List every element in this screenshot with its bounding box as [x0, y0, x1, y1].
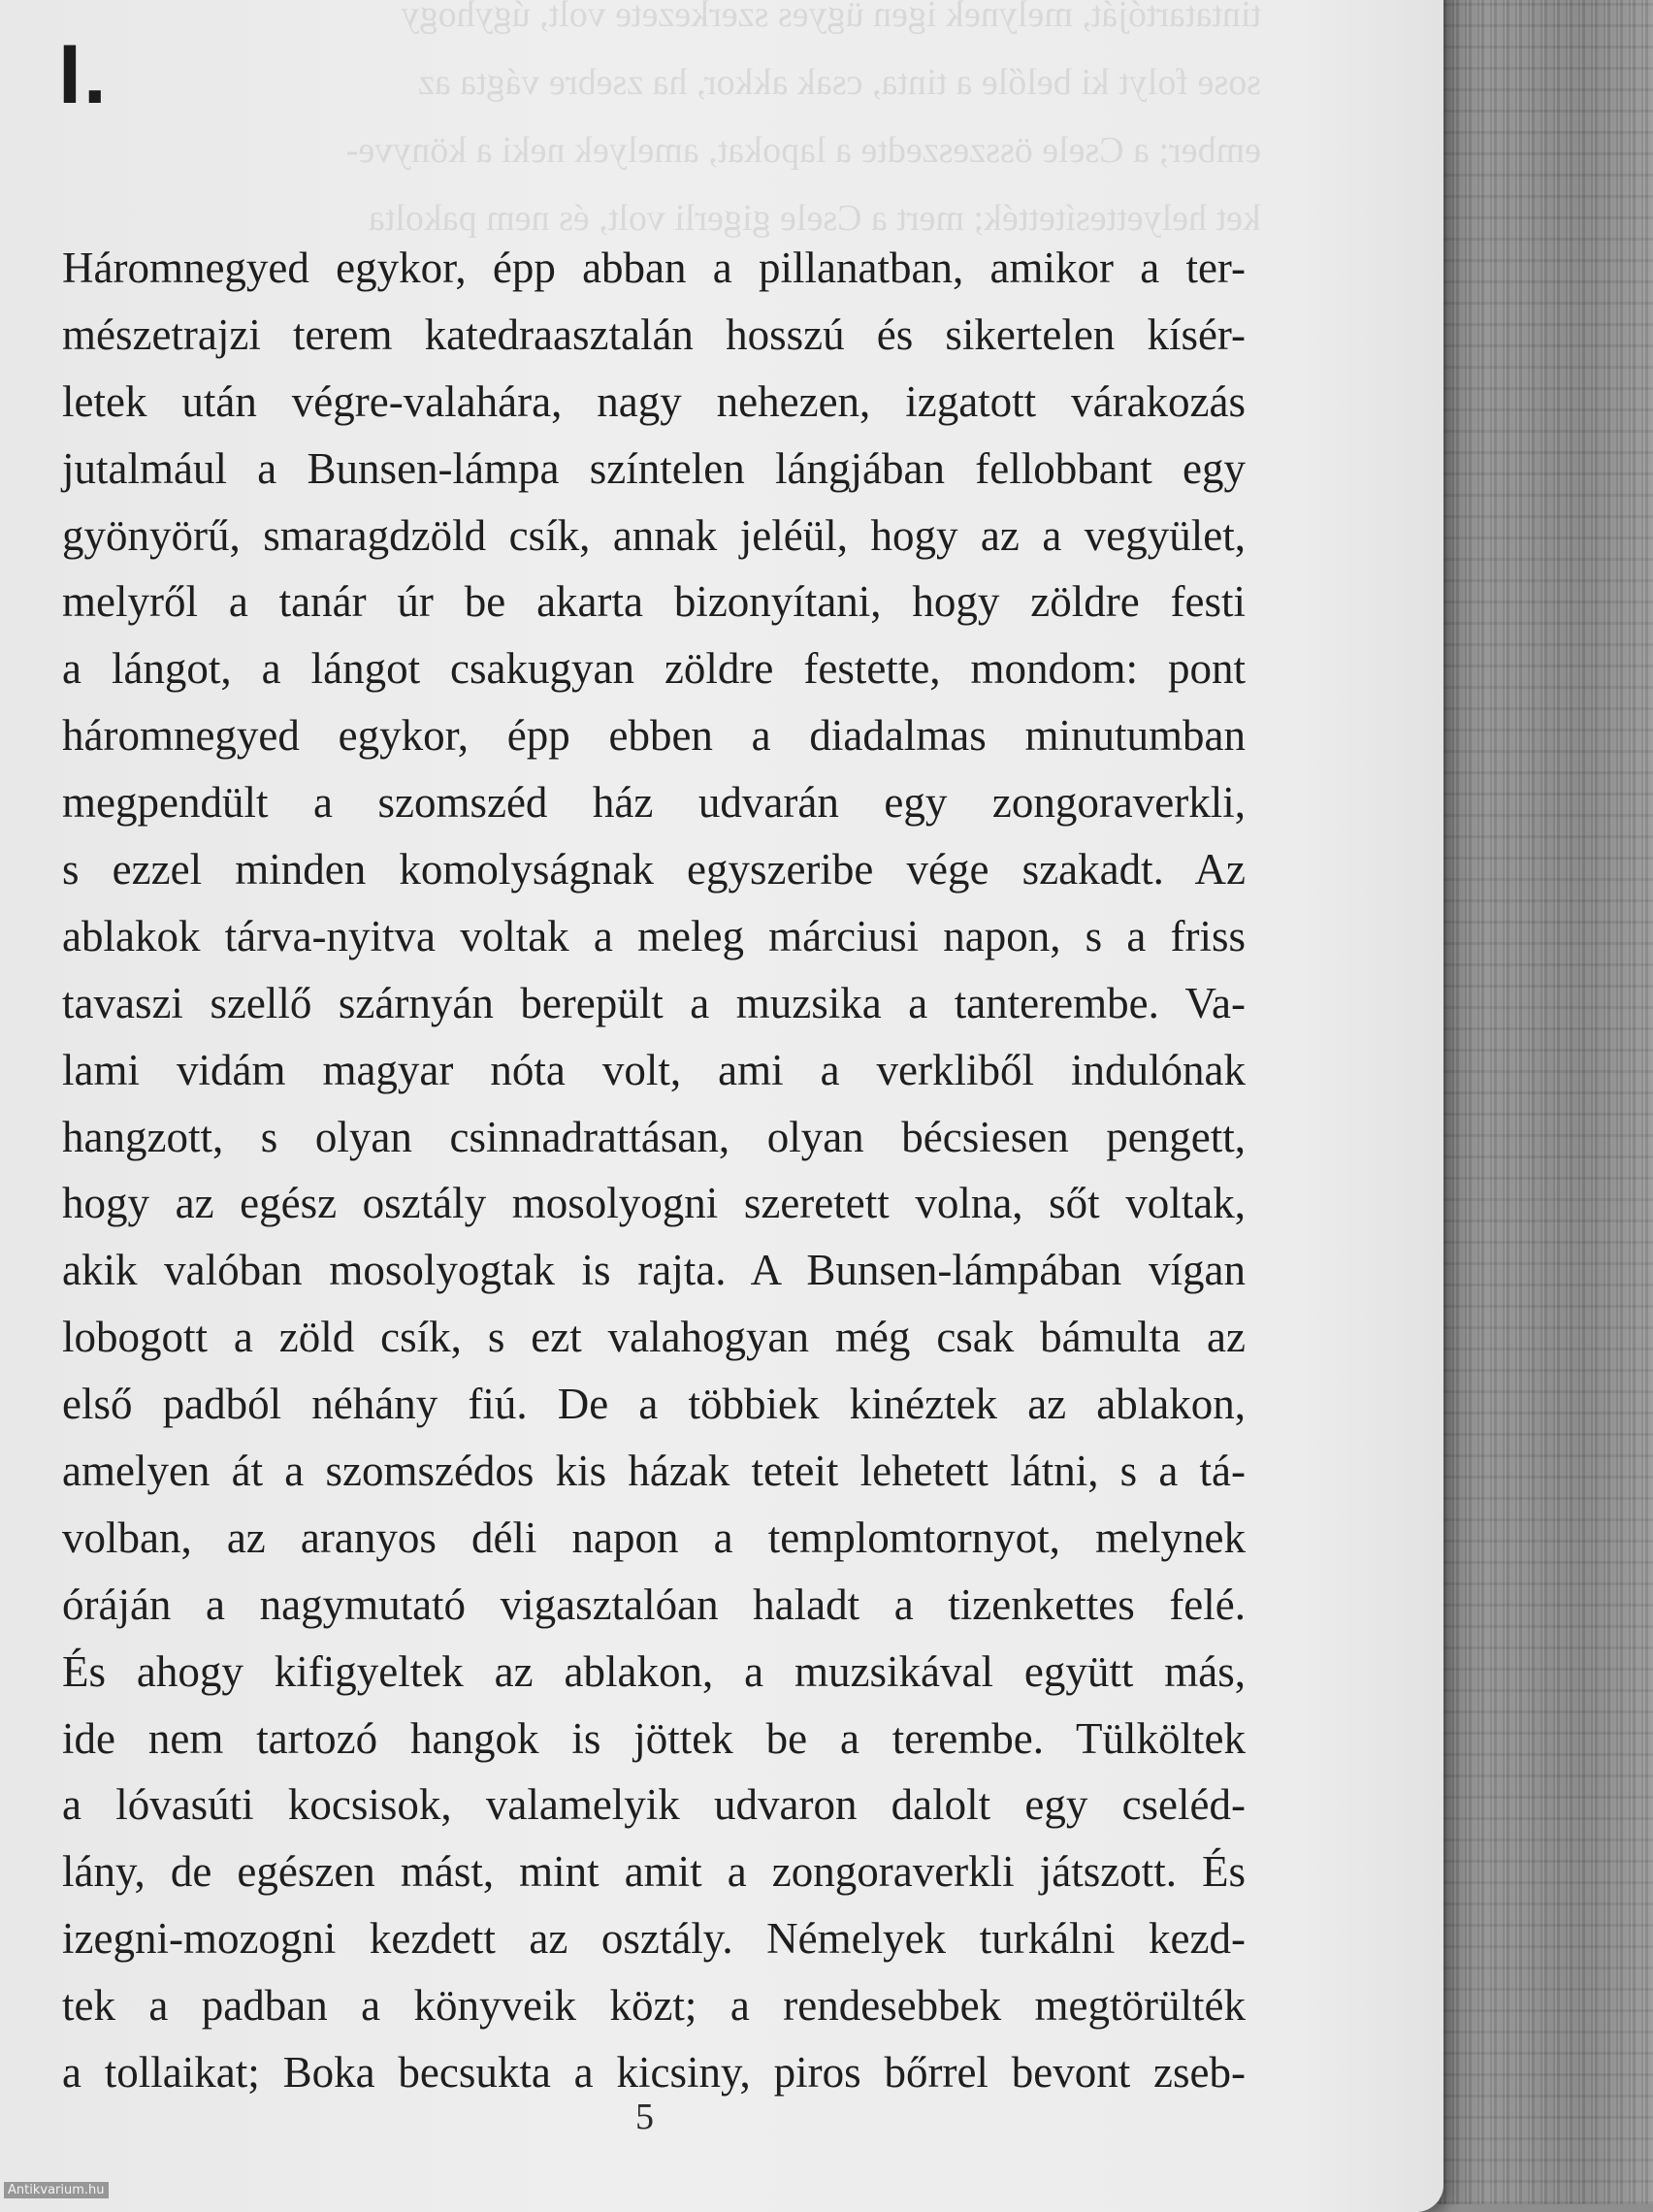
text-line: Háromnegyed egykor, épp abban a pillanatban, amikor a ter- — [62, 244, 1246, 292]
text-line: gyönyörű, smaragdzöld csík, annak jeléül, hogy az a vegyület, — [62, 510, 1246, 560]
text-line: hangzott, s olyan csinnadrattásan, olyan bécsiesen pengett, — [62, 1112, 1246, 1161]
page-number: 5 — [635, 2097, 654, 2137]
chapter-heading: I. — [58, 28, 109, 121]
text-line: ide nem tartozó hangok is jöttek be a terembe. Tülköltek — [62, 1713, 1246, 1763]
text-line: akik valóban mosolyogtak is rajta. A Bunsen-lámpában vígan — [62, 1246, 1246, 1295]
show-through-line: ket helyettesítették; mert a Csele gigerli volt, és nem pakolta — [368, 198, 1261, 239]
text-line: mészetrajzi terem katedraasztalán hosszú és sikertelen kísér- — [62, 309, 1246, 359]
text-line: első padból néhány fiú. De a többiek kinéztek az ablakon, — [62, 1380, 1246, 1429]
text-line: lobogott a zöld csík, s ezt valahogyan még csak bámulta az — [62, 1313, 1246, 1362]
text-line: amelyen át a szomszédos kis házak teteit lehetett látni, s a tá- — [62, 1447, 1246, 1496]
watermark: Antikvarium.hu — [4, 2182, 109, 2198]
text-line: a lángot, a lángot csakugyan zöldre festette, mondom: pont — [62, 644, 1246, 694]
text-line: óráján a nagymutató vigasztalóan haladt a tizenkettes felé. — [62, 1579, 1246, 1629]
show-through-line: ember; a Csele összeszedte a lapokat, amelyek neki a könyve- — [345, 130, 1261, 171]
show-through-text — [345, 0, 1261, 239]
wood-surface — [1416, 0, 1653, 2204]
text-line: tavaszi szellő szárnyán berepült a muzsika a tanterembe. Va- — [62, 978, 1246, 1027]
body-text — [62, 235, 1246, 2106]
text-line: megpendült a szomszéd ház udvarán egy zongoraverkli, — [62, 778, 1246, 828]
show-through-line: sose folyt ki belőle a tinta, csak akkor, ha zsebre vágta az — [418, 62, 1261, 103]
text-line: lány, de egészen mást, mint amit a zongoraverkli játszott. És — [62, 1847, 1246, 1897]
text-line: lami vidám magyar nóta volt, ami a verkliből indulónak — [62, 1045, 1246, 1094]
text-line: És ahogy kifigyeltek az ablakon, a muzsikával együtt más, — [62, 1646, 1246, 1696]
text-line: s ezzel minden komolyságnak egyszeribe vége szakadt. Az — [62, 845, 1246, 895]
text-line: volban, az aranyos déli napon a templomtornyot, melynek — [62, 1513, 1246, 1562]
show-through-line: tintatartóját, melynek igen ügyes szerkezete volt, úgyhogy — [401, 0, 1261, 35]
text-line: ablakok tárva-nyitva voltak a meleg márciusi napon, s a friss — [62, 911, 1246, 960]
text-line: a lóvasúti kocsisok, valamelyik udvaron dalolt egy cseléd- — [62, 1780, 1246, 1830]
text-line: letek után végre-valahára, nagy nehezen, izgatott várakozás — [62, 376, 1246, 426]
text-line: háromnegyed egykor, épp ebben a diadalmas minutumban — [62, 711, 1246, 761]
text-line: melyről a tanár úr be akarta bizonyítani, hogy zöldre festi — [62, 577, 1246, 627]
text-line: izegni-mozogni kezdett az osztály. Némelyek turkálni kezd- — [62, 1914, 1246, 1964]
text-line: hogy az egész osztály mosolyogni szeretett volna, sőt voltak, — [62, 1179, 1246, 1228]
text-line: a tollaikat; Boka becsukta a kicsiny, piros bőrrel bevont zseb- — [62, 2048, 1246, 2098]
text-line: jutalmául a Bunsen-lámpa színtelen lángjában fellobbant egy — [62, 443, 1246, 493]
text-line: tek a padban a könyveik közt; a rendesebbek megtörülték — [62, 1981, 1246, 2031]
